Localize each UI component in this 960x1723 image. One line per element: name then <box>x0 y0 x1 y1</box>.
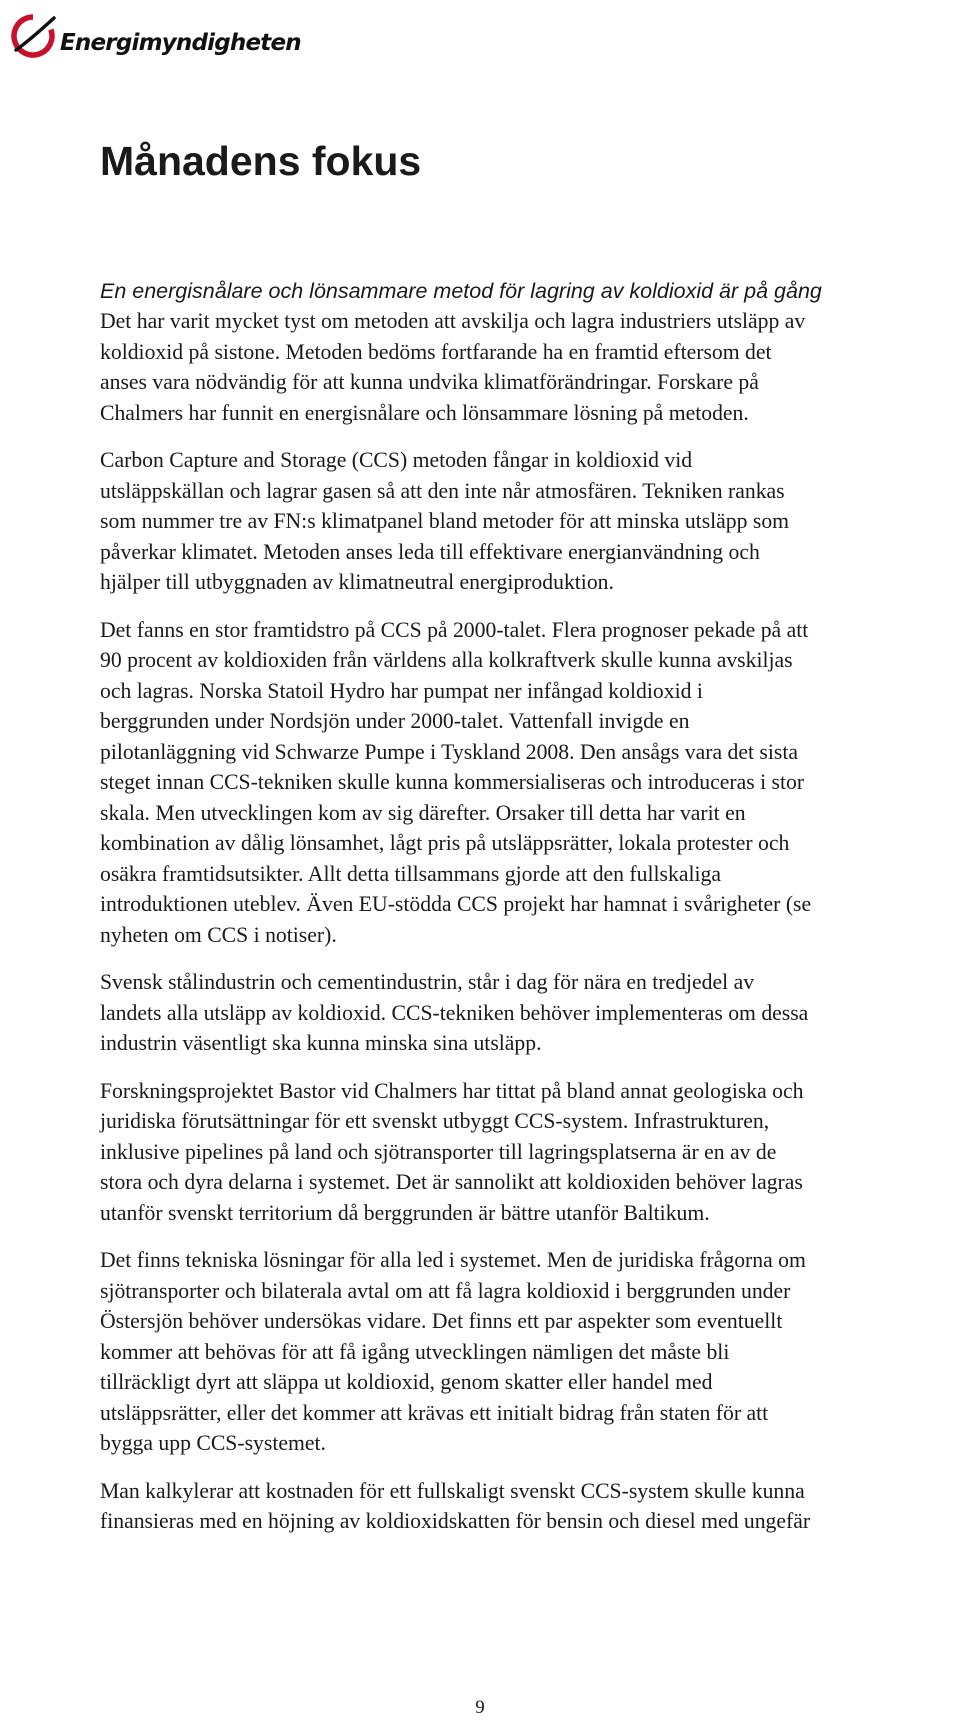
text-line: 90 procent av koldioxiden från världens alla kolkraftverk skulle kunna avskiljas <box>100 648 793 672</box>
article <box>100 276 960 1554</box>
text-line: koldioxid på sistone. Metoden bedöms fortfarande ha en framtid eftersom det <box>100 339 772 364</box>
text-line: som nummer tre av FN:s klimatpanel bland metoder för att minska utsläpp som <box>100 509 790 533</box>
article-paragraph-7 <box>100 1476 960 1537</box>
text-line: Östersjön behöver undersökas vidare. Det finns ett par aspekter som eventuellt <box>100 1309 783 1333</box>
text-line: pilotanläggning vid Schwarze Pumpe i Tyskland 2008. Den ansågs vara det sista <box>100 739 798 764</box>
text-line: Carbon Capture and Storage (CCS) metoden fångar in koldioxid vid <box>100 448 693 472</box>
text-line: och lagras. Norska Statoil Hydro har pumpat ner infångad koldioxid i <box>100 678 703 703</box>
text-line: juridiska förutsättningar för ett svenskt utbyggt CCS-system. Infrastrukturen, <box>100 1109 770 1133</box>
text-line: utsläppsrätter, eller det kommer att krävas ett initialt bidrag från staten för att <box>100 1400 769 1425</box>
text-line: kommer att behövas för att få igång utvecklingen nämligen det måste bli <box>100 1339 730 1364</box>
text-line: Man kalkylerar att kostnaden för ett fullskaligt svenskt CCS-system skulle kunna <box>100 1478 805 1503</box>
energimyndigheten-logo-icon <box>6 6 62 62</box>
text-line: hjälper till utbyggnaden av klimatneutral energiproduktion. <box>100 570 614 594</box>
article-paragraph-4 <box>100 967 960 1059</box>
page-number: 9 <box>475 1697 485 1718</box>
text-line: stora och dyra delarna i systemet. Det är sannolikt att koldioxiden behöver lagras <box>100 1170 803 1194</box>
text-line: skala. Men utvecklingen kom av sig därefter. Orsaker till detta har varit en <box>100 800 746 825</box>
energimyndigheten-logo <box>6 4 301 64</box>
text-line: sjötransporter och bilaterala avtal om att få lagra koldioxid i berggrunden under <box>100 1278 791 1303</box>
text-line: tillräckligt dyrt att släppa ut koldioxid, genom skatter eller handel med <box>100 1370 713 1394</box>
article-paragraph-2 <box>100 445 960 598</box>
text-line: anses vara nödvändig för att kunna undvika klimatförändringar. Forskare på <box>100 370 759 394</box>
page-title: Månadens fokus <box>100 138 422 184</box>
text-line: Det har varit mycket tyst om metoden att avskilja och lagra industriers utsläpp av <box>100 309 806 333</box>
logo-wordmark: Energimyndigheten <box>60 30 301 56</box>
article-subtitle: En energisnålare och lönsammare metod för lagring av koldioxid är på gång <box>100 279 822 303</box>
text-line: påverkar klimatet. Metoden anses leda till effektivare energianvändning och <box>100 539 760 564</box>
text-line: nyheten om CCS i notiser). <box>100 922 337 947</box>
text-line: berggrunden under Nordsjön under 2000-talet. Vattenfall invigde en <box>100 709 690 733</box>
text-line: Det finns tekniska lösningar för alla led i systemet. Men de juridiska frågorna om <box>100 1248 806 1272</box>
article-paragraph-1 <box>100 306 960 428</box>
text-line: utanför svenskt territorium då berggrunden är bättre utanför Baltikum. <box>100 1200 710 1225</box>
text-line: industrin väsentligt ska kunna minska sina utsläpp. <box>100 1031 542 1055</box>
text-line: Svensk stålindustrin och cementindustrin, står i dag för nära en tredjedel av <box>100 970 755 994</box>
text-line: Chalmers har funnit en energisnålare och lönsammare lösning på metoden. <box>100 400 749 425</box>
text-line: inklusive pipelines på land och sjötransporter till lagringsplatserna är en av de <box>100 1139 777 1164</box>
article-paragraph-6 <box>100 1245 960 1459</box>
text-line: utsläppskällan och lagrar gasen så att den inte når atmosfären. Tekniken rankas <box>100 478 785 503</box>
text-line: Forskningsprojektet Bastor vid Chalmers har tittat på bland annat geologiska och <box>100 1078 804 1103</box>
article-paragraph-3 <box>100 615 960 951</box>
text-line: bygga upp CCS-systemet. <box>100 1431 326 1455</box>
text-line: steget innan CCS-tekniken skulle kunna kommersialiseras och introduceras i stor <box>100 770 805 794</box>
text-line: landets alla utsläpp av koldioxid. CCS-tekniken behöver implementeras om dessa <box>100 1000 809 1025</box>
article-paragraph-5 <box>100 1076 960 1229</box>
text-line: kombination av dålig lönsamhet, lågt pris på utsläppsrätter, lokala protester och <box>100 831 790 855</box>
text-line: osäkra framtidsutsikter. Allt detta tillsammans gjorde att den fullskaliga <box>100 861 721 886</box>
text-line: introduktionen uteblev. Även EU-stödda CCS projekt har hamnat i svårigheter (se <box>100 892 812 916</box>
text-line: Det fanns en stor framtidstro på CCS på 2000-talet. Flera prognoser pekade på att <box>100 617 809 642</box>
text-line: finansieras med en höjning av koldioxidskatten för bensin och diesel med ungefär <box>100 1509 811 1533</box>
